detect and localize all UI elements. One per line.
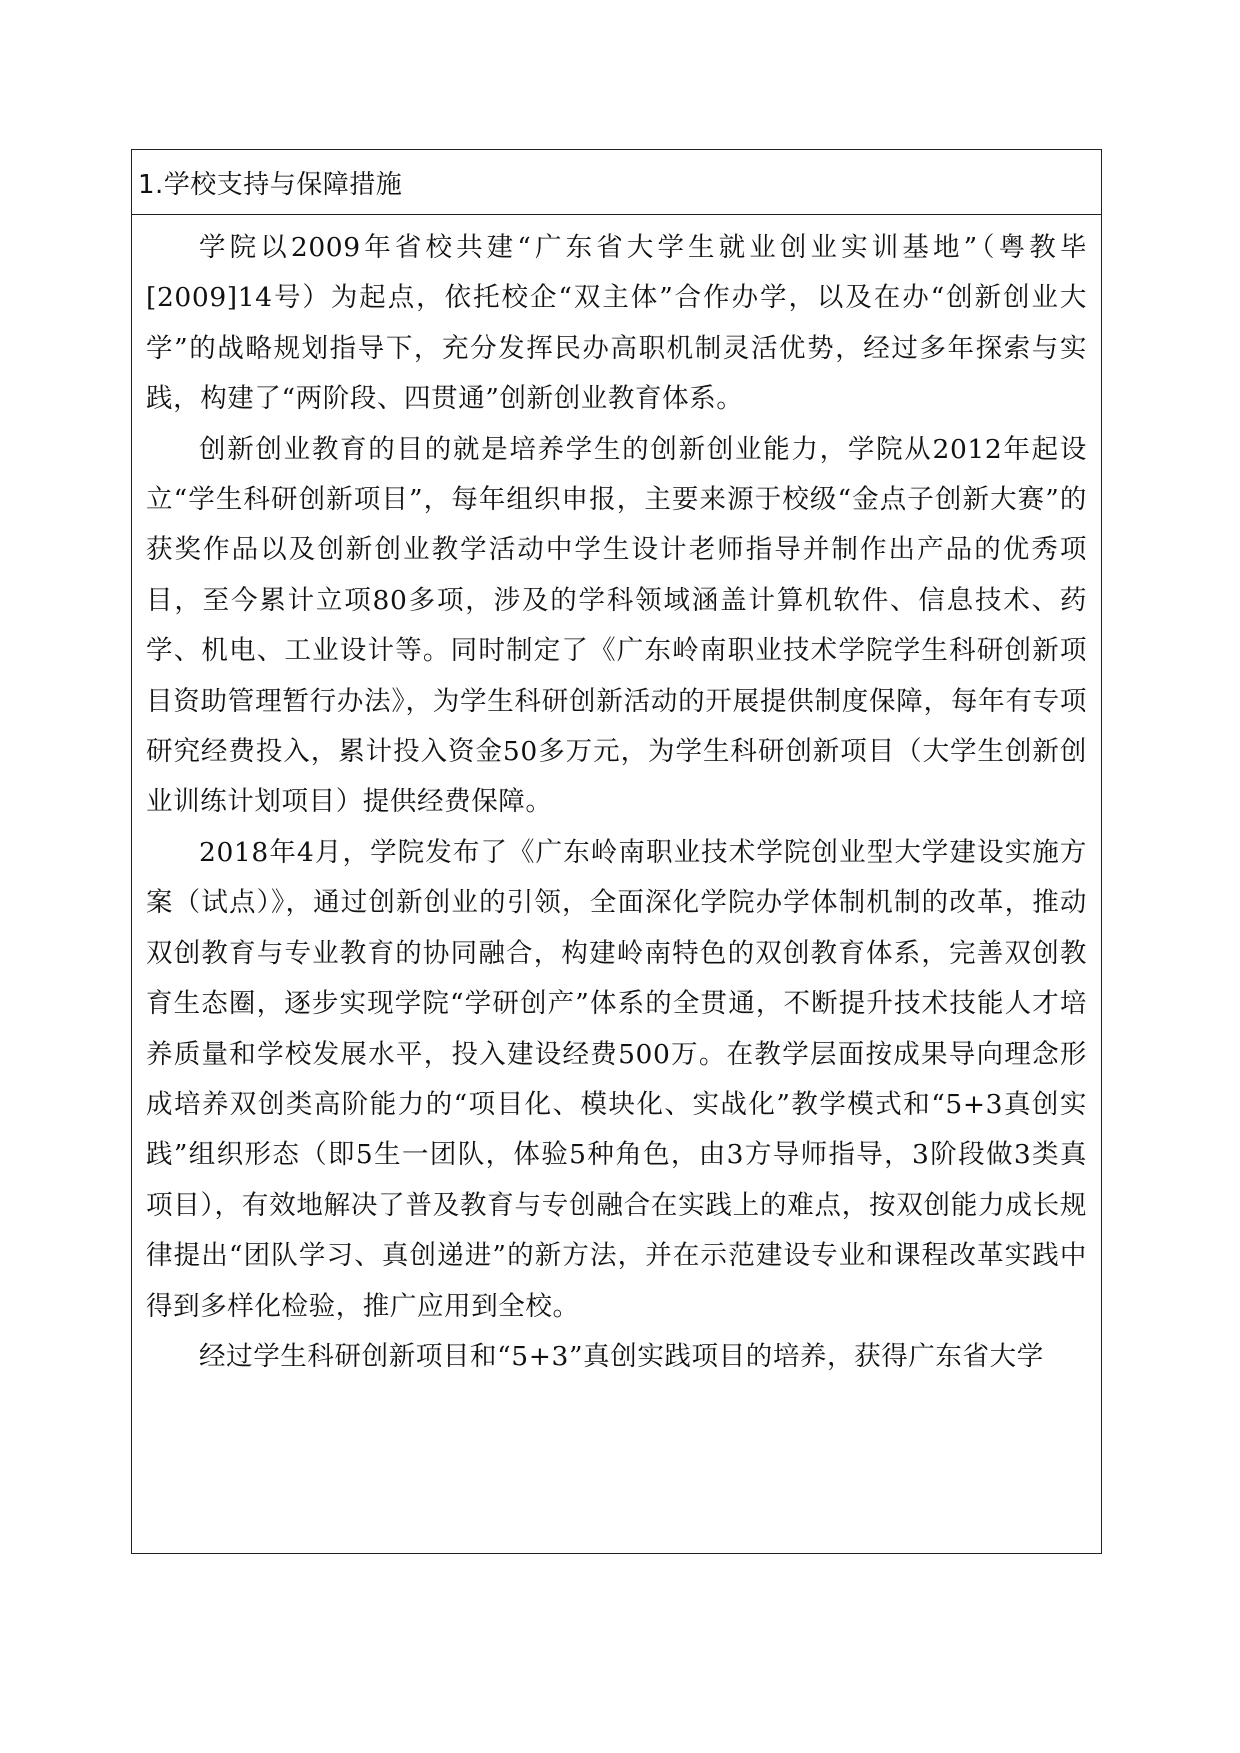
paragraph: 创新创业教育的目的就是培养学生的创新创业能力，学院从2012年起设立“学生科研创新项目”，每年组织申报，主要来源于校级“金点子创新大赛”的获奖作品以及创新创业教学活动中学生设计老师指导并制作出产品的优秀项目，至今累计立项80多项，涉及的学科领域涵盖计算机软件、信息技术、药学、机电、工业设计等。同时制定了《广东岭南职业技术学院学生科研创新项目资助管理暂行办法》，为学生科研创新活动的开展提供制度保障，每年有专项研究经费投入，累计投入资金50多万元，为学生科研创新项目（大学生创新创业训练计划项目）提供经费保障。 <box>146 433 1087 818</box>
section-header <box>132 150 1101 215</box>
paragraph: 经过学生科研创新项目和“5+3”真创实践项目的培养，获得广东省大学 <box>199 1340 1044 1372</box>
section-body <box>132 215 1101 1382</box>
paragraph: 学院以2009年省校共建“广东省大学生就业创业实训基地”（粤教毕[2009]14号）为起点，依托校企“双主体”合作办学，以及在办“创新创业大学”的战略规划指导下，充分发挥民办高职机制灵活优势，经过多年探索与实践，构建了“两阶段、四贯通”创新创业教育体系。 <box>146 232 1087 415</box>
section-title: 1.学校支持与保障措施 <box>138 169 403 200</box>
paragraph: 2018年4月，学院发布了《广东岭南职业技术学院创业型大学建设实施方案（试点）》，通过创新创业的引领，全面深化学院办学体制机制的改革，推动双创教育与专业教育的协同融合，构建岭南特色的双创教育体系，完善双创教育生态圈，逐步实现学院“学研创产”体系的全贯通，不断提升技术技能人才培养质量和学校发展水平，投入建设经费500万。在教学层面按成果导向理念形成培养双创类高阶能力的“项目化、模块化、实战化”教学模式和“5+3真创实践”组织形态（即5生一团队，体验5种角色，由3方导师指导，3阶段做3类真项目），有效地解决了普及教育与专创融合在实践上的难点，按双创能力成长规律提出“团队学习、真创递进”的新方法，并在示范建设专业和课程改革实践中得到多样化检验，推广应用到全校。 <box>146 836 1087 1322</box>
document-table <box>131 149 1102 1554</box>
